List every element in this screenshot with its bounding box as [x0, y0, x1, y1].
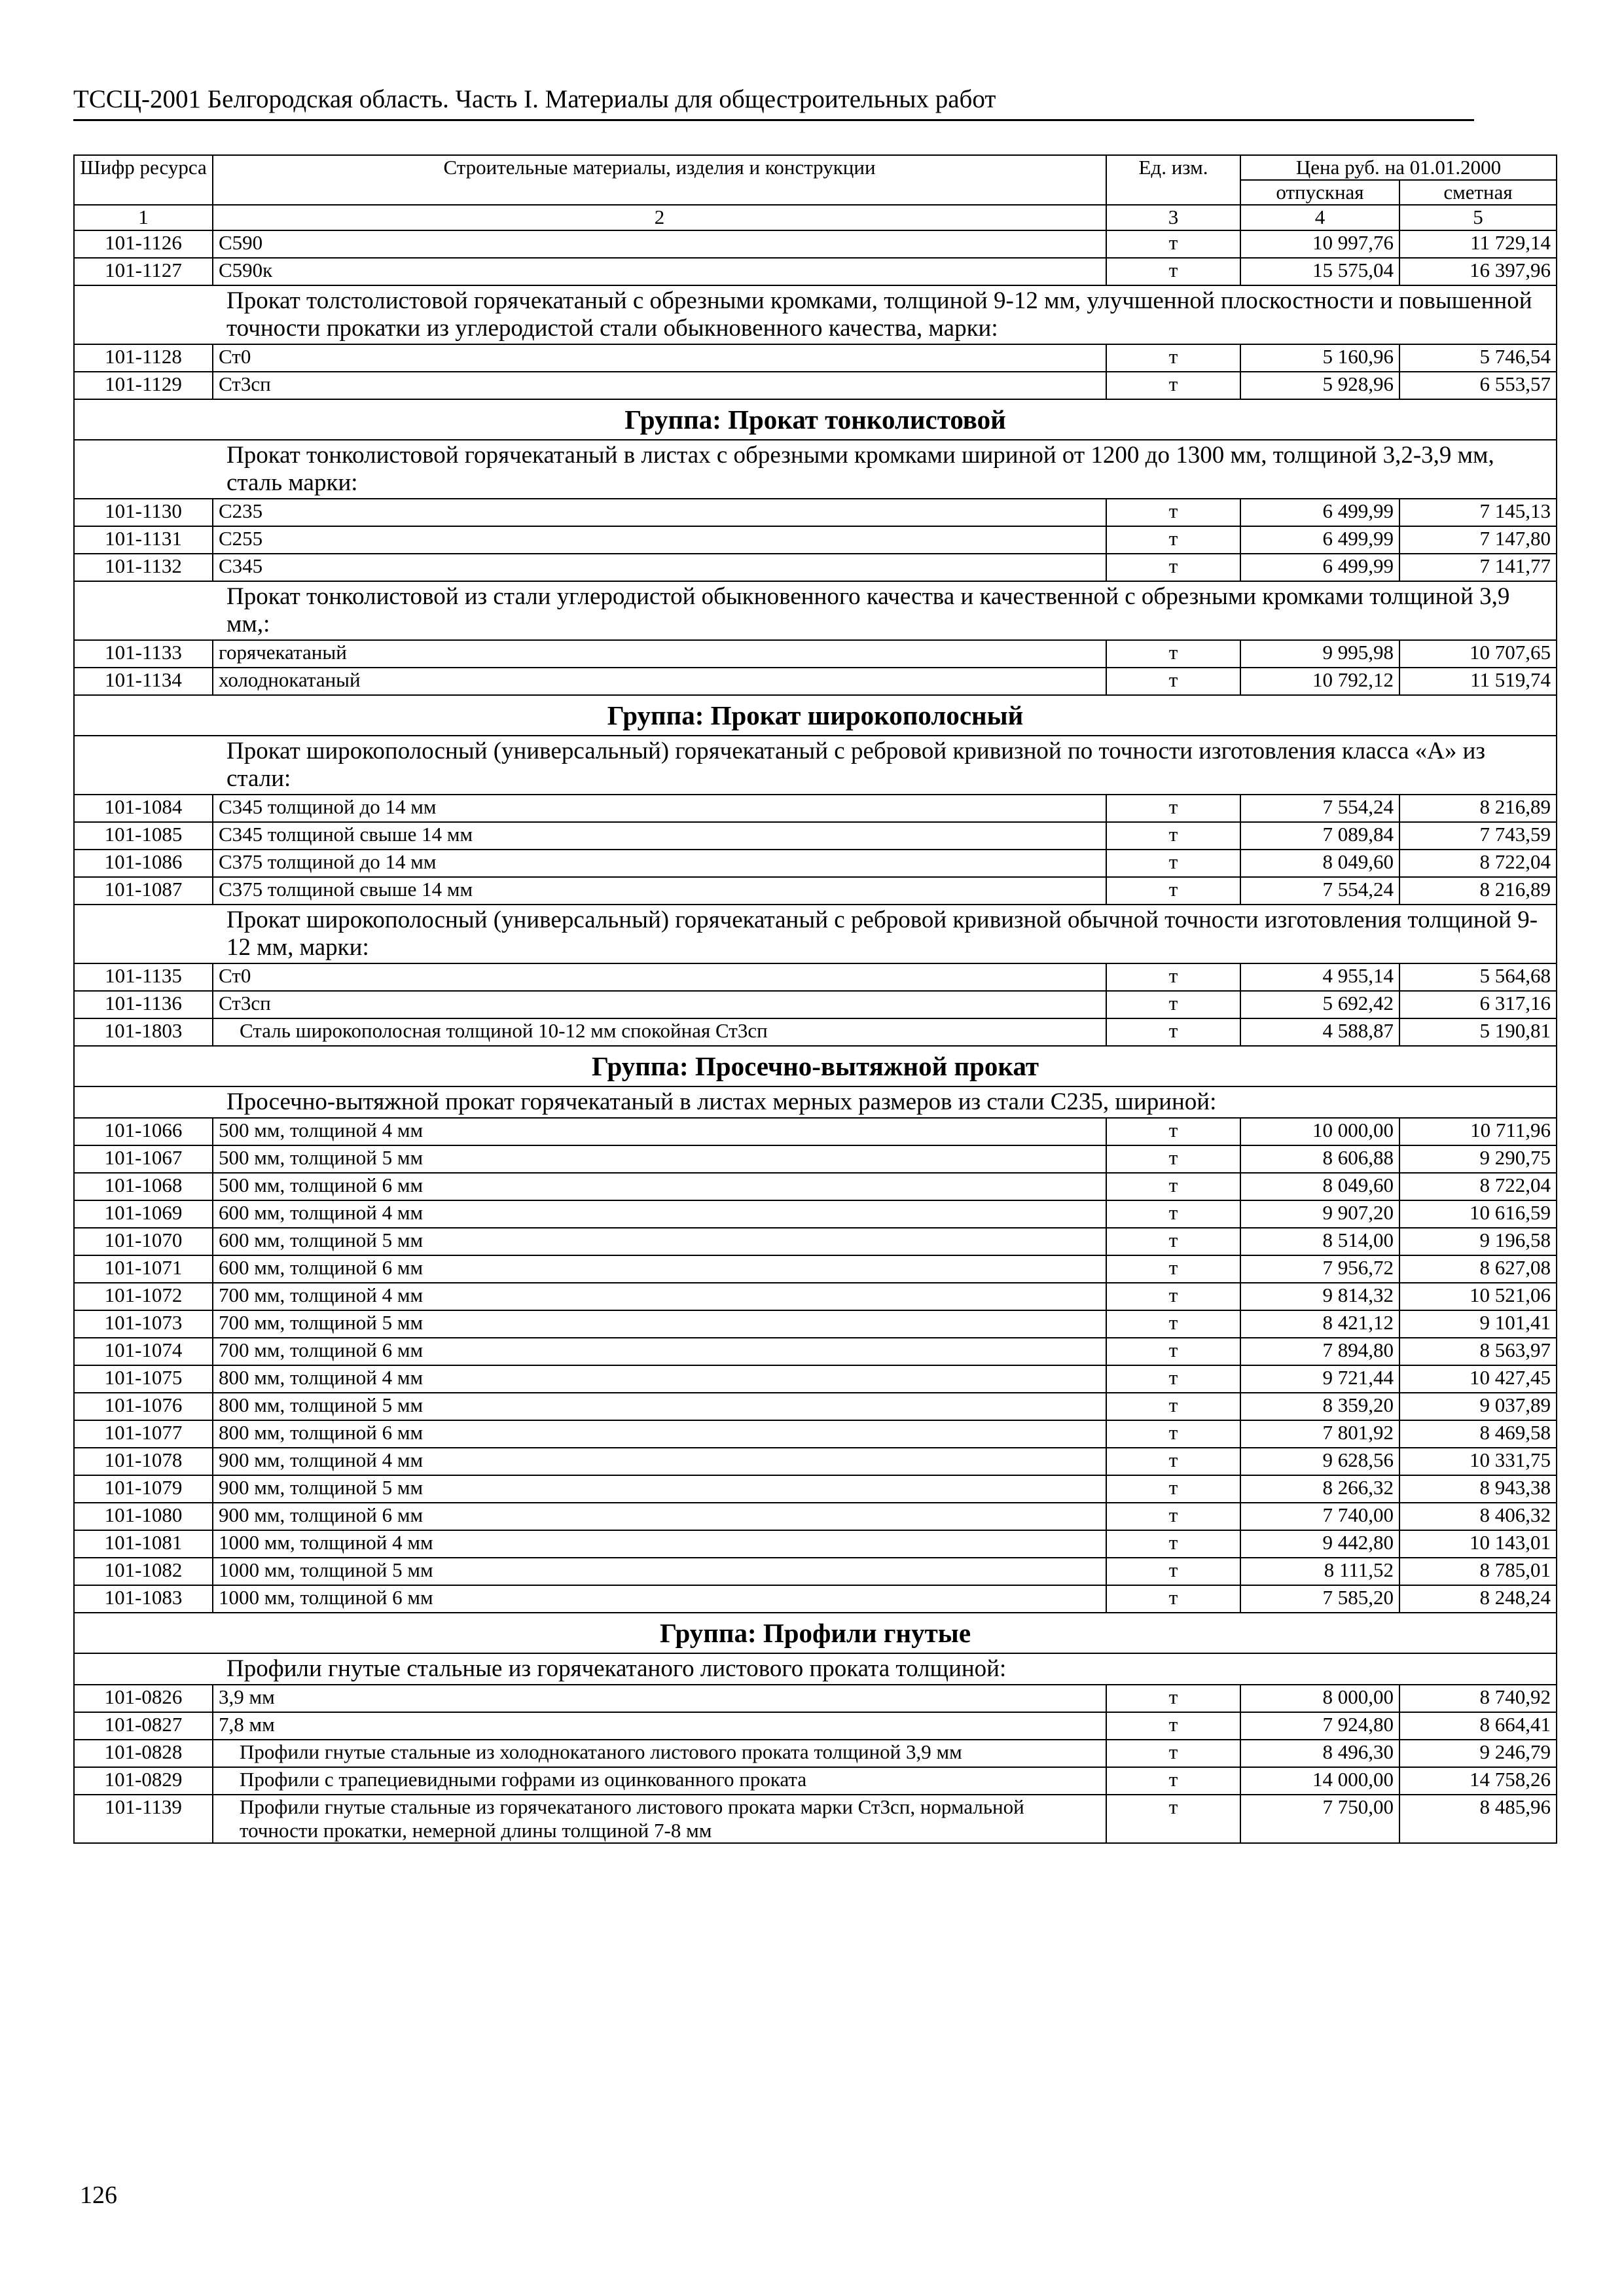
material-name: 900 мм, толщиной 4 мм [213, 1448, 1106, 1475]
unit-cell: т [1106, 1365, 1240, 1393]
unit-cell: т [1106, 1503, 1240, 1530]
table-row [74, 1310, 1557, 1338]
estimate-price: 8 785,01 [1399, 1558, 1557, 1585]
release-price: 8 266,32 [1240, 1475, 1399, 1503]
resource-code: 101-1133 [74, 640, 213, 668]
release-price: 9 907,20 [1240, 1200, 1399, 1228]
unit-cell: т [1106, 877, 1240, 905]
material-name: Ст3сп [213, 991, 1106, 1018]
unit-cell: т [1106, 850, 1240, 877]
estimate-price: 10 427,45 [1399, 1365, 1557, 1393]
table-row [74, 1283, 1557, 1310]
release-price: 8 421,12 [1240, 1310, 1399, 1338]
unit-cell: т [1106, 1173, 1240, 1200]
table-row [74, 1145, 1557, 1173]
release-price: 8 606,88 [1240, 1145, 1399, 1173]
unit-cell: т [1106, 344, 1240, 372]
estimate-price: 5 564,68 [1399, 963, 1557, 991]
resource-code: 101-1134 [74, 668, 213, 695]
resource-code: 101-1066 [74, 1118, 213, 1145]
estimate-price: 5 190,81 [1399, 1018, 1557, 1046]
unit-cell: т [1106, 640, 1240, 668]
unit-cell: т [1106, 991, 1240, 1018]
table-row [74, 1228, 1557, 1255]
estimate-price: 9 290,75 [1399, 1145, 1557, 1173]
material-name: Профили гнутые стальные из горячекатаного листового проката марки Ст3сп, нормальной точности прокатки, немерной длины толщиной 7-8 мм [213, 1795, 1106, 1843]
estimate-price: 8 248,24 [1399, 1585, 1557, 1613]
release-price: 7 956,72 [1240, 1255, 1399, 1283]
estimate-price: 10 331,75 [1399, 1448, 1557, 1475]
estimate-price: 8 943,38 [1399, 1475, 1557, 1503]
unit-cell: т [1106, 230, 1240, 258]
description-row [74, 285, 1557, 344]
unit-cell: т [1106, 1393, 1240, 1420]
material-name: холоднокатаный [213, 668, 1106, 695]
page-header: ТССЦ-2001 Белгородская область. Часть I. Материалы для общестроительных работ [73, 84, 1474, 121]
table-row [74, 1365, 1557, 1393]
unit-cell: т [1106, 1310, 1240, 1338]
unit-cell: т [1106, 1558, 1240, 1585]
description-row [74, 905, 1557, 963]
material-name: Ст3сп [213, 372, 1106, 399]
table-row [74, 795, 1557, 822]
unit-cell: т [1106, 1283, 1240, 1310]
estimate-price: 10 711,96 [1399, 1118, 1557, 1145]
resource-code: 101-1077 [74, 1420, 213, 1448]
resource-code: 101-1069 [74, 1200, 213, 1228]
material-name: С345 толщиной до 14 мм [213, 795, 1106, 822]
resource-code: 101-1072 [74, 1283, 213, 1310]
release-price: 7 750,00 [1240, 1795, 1399, 1843]
estimate-price: 8 469,58 [1399, 1420, 1557, 1448]
table-row [74, 1767, 1557, 1795]
material-name: 800 мм, толщиной 4 мм [213, 1365, 1106, 1393]
estimate-price: 8 740,92 [1399, 1685, 1557, 1712]
estimate-price: 7 147,80 [1399, 526, 1557, 554]
resource-code: 101-1130 [74, 499, 213, 526]
resource-code: 101-1074 [74, 1338, 213, 1365]
material-name: 1000 мм, толщиной 6 мм [213, 1585, 1106, 1613]
table-row [74, 526, 1557, 554]
unit-cell: т [1106, 1740, 1240, 1767]
table-row [74, 1503, 1557, 1530]
description-text: Прокат широкополосный (универсальный) горячекатаный с ребровой кривизной по точности изготовления класса «А» из стали: [74, 736, 1557, 795]
release-price: 7 740,00 [1240, 1503, 1399, 1530]
estimate-price: 7 743,59 [1399, 822, 1557, 850]
table-row [74, 640, 1557, 668]
col-header-code: Шифр ресурса [74, 155, 213, 205]
col-number: 2 [213, 205, 1106, 230]
estimate-price: 8 216,89 [1399, 877, 1557, 905]
estimate-price: 6 553,57 [1399, 372, 1557, 399]
description-text: Прокат тонколистовой из стали углеродистой обыкновенного качества и качественной с обрезными кромками толщиной 3,9 мм,: [74, 581, 1557, 640]
unit-cell: т [1106, 1448, 1240, 1475]
table-row [74, 1338, 1557, 1365]
table-row [74, 258, 1557, 285]
resource-code: 101-1085 [74, 822, 213, 850]
group-row [74, 695, 1557, 736]
material-name: 500 мм, толщиной 4 мм [213, 1118, 1106, 1145]
col-header-price: Цена руб. на 01.01.2000 [1240, 155, 1557, 180]
group-row [74, 1046, 1557, 1086]
description-text: Прокат толстолистовой горячекатаный с обрезными кромками, толщиной 9-12 мм, улучшенной плоскостности и повышенной точности прокатки из углеродистой стали обыкновенного качества, марки: [74, 285, 1557, 344]
table-row [74, 1530, 1557, 1558]
material-name: 1000 мм, толщиной 4 мм [213, 1530, 1106, 1558]
group-row [74, 1613, 1557, 1653]
estimate-price: 10 616,59 [1399, 1200, 1557, 1228]
release-price: 4 955,14 [1240, 963, 1399, 991]
estimate-price: 10 707,65 [1399, 640, 1557, 668]
description-text: Прокат широкополосный (универсальный) горячекатаный с ребровой кривизной обычной точности изготовления толщиной 9-12 мм, марки: [74, 905, 1557, 963]
release-price: 15 575,04 [1240, 258, 1399, 285]
material-name: 800 мм, толщиной 6 мм [213, 1420, 1106, 1448]
release-price: 5 928,96 [1240, 372, 1399, 399]
table-row [74, 668, 1557, 695]
release-price: 8 514,00 [1240, 1228, 1399, 1255]
release-price: 6 499,99 [1240, 526, 1399, 554]
table-row [74, 554, 1557, 581]
table-row [74, 963, 1557, 991]
release-price: 10 997,76 [1240, 230, 1399, 258]
group-title: Группа: Прокат тонколистовой [74, 399, 1557, 440]
description-row [74, 1086, 1557, 1118]
material-name: С255 [213, 526, 1106, 554]
unit-cell: т [1106, 1712, 1240, 1740]
col-number: 1 [74, 205, 213, 230]
material-name: 500 мм, толщиной 6 мм [213, 1173, 1106, 1200]
estimate-price: 10 143,01 [1399, 1530, 1557, 1558]
estimate-price: 8 722,04 [1399, 1173, 1557, 1200]
material-name: С235 [213, 499, 1106, 526]
resource-code: 101-1083 [74, 1585, 213, 1613]
unit-cell: т [1106, 963, 1240, 991]
resource-code: 101-1128 [74, 344, 213, 372]
unit-cell: т [1106, 1475, 1240, 1503]
estimate-price: 8 722,04 [1399, 850, 1557, 877]
release-price: 8 049,60 [1240, 1173, 1399, 1200]
unit-cell: т [1106, 1795, 1240, 1843]
unit-cell: т [1106, 1018, 1240, 1046]
table-row [74, 1585, 1557, 1613]
unit-cell: т [1106, 1767, 1240, 1795]
release-price: 6 499,99 [1240, 499, 1399, 526]
col-number: 4 [1240, 205, 1399, 230]
page-number: 126 [80, 2181, 117, 2209]
description-row [74, 581, 1557, 640]
material-name: Профили гнутые стальные из холоднокатаного листового проката толщиной 3,9 мм [213, 1740, 1106, 1767]
material-name: 600 мм, толщиной 6 мм [213, 1255, 1106, 1283]
release-price: 9 628,56 [1240, 1448, 1399, 1475]
release-price: 7 089,84 [1240, 822, 1399, 850]
material-name: С345 толщиной свыше 14 мм [213, 822, 1106, 850]
table-row [74, 991, 1557, 1018]
resource-code: 101-1068 [74, 1173, 213, 1200]
release-price: 7 554,24 [1240, 795, 1399, 822]
unit-cell: т [1106, 1255, 1240, 1283]
release-price: 9 995,98 [1240, 640, 1399, 668]
resource-code: 101-0827 [74, 1712, 213, 1740]
table-row [74, 822, 1557, 850]
unit-cell: т [1106, 1228, 1240, 1255]
estimate-price: 16 397,96 [1399, 258, 1557, 285]
material-name: 1000 мм, толщиной 5 мм [213, 1558, 1106, 1585]
estimate-price: 8 406,32 [1399, 1503, 1557, 1530]
resource-code: 101-1131 [74, 526, 213, 554]
resource-code: 101-0829 [74, 1767, 213, 1795]
resource-code: 101-1070 [74, 1228, 213, 1255]
estimate-price: 9 037,89 [1399, 1393, 1557, 1420]
unit-cell: т [1106, 1338, 1240, 1365]
group-title: Группа: Прокат широкополосный [74, 695, 1557, 736]
release-price: 8 111,52 [1240, 1558, 1399, 1585]
release-price: 14 000,00 [1240, 1767, 1399, 1795]
material-name: 7,8 мм [213, 1712, 1106, 1740]
resource-code: 101-1129 [74, 372, 213, 399]
release-price: 8 496,30 [1240, 1740, 1399, 1767]
col-header-unit: Ед. изм. [1106, 155, 1240, 205]
unit-cell: т [1106, 1530, 1240, 1558]
unit-cell: т [1106, 258, 1240, 285]
material-name: С345 [213, 554, 1106, 581]
col-number: 5 [1399, 205, 1557, 230]
description-text: Прокат тонколистовой горячекатаный в листах с обрезными кромками шириной от 1200 до 1300 мм, толщиной 3,2-3,9 мм, сталь марки: [74, 440, 1557, 499]
release-price: 7 801,92 [1240, 1420, 1399, 1448]
table-row [74, 1740, 1557, 1767]
material-name: горячекатаный [213, 640, 1106, 668]
estimate-price: 11 729,14 [1399, 230, 1557, 258]
col-number: 3 [1106, 205, 1240, 230]
release-price: 8 049,60 [1240, 850, 1399, 877]
release-price: 9 442,80 [1240, 1530, 1399, 1558]
material-name: 500 мм, толщиной 5 мм [213, 1145, 1106, 1173]
release-price: 10 000,00 [1240, 1118, 1399, 1145]
table-row [74, 1255, 1557, 1283]
estimate-price: 5 746,54 [1399, 344, 1557, 372]
material-name: Ст0 [213, 963, 1106, 991]
material-name: Профили с трапециевидными гофрами из оцинкованного проката [213, 1767, 1106, 1795]
material-name: 3,9 мм [213, 1685, 1106, 1712]
release-price: 5 160,96 [1240, 344, 1399, 372]
table-row [74, 1018, 1557, 1046]
description-text: Просечно-вытяжной прокат горячекатаный в листах мерных размеров из стали С235, шириной: [74, 1086, 1557, 1118]
estimate-price: 7 145,13 [1399, 499, 1557, 526]
unit-cell: т [1106, 822, 1240, 850]
estimate-price: 8 485,96 [1399, 1795, 1557, 1843]
resource-code: 101-1081 [74, 1530, 213, 1558]
unit-cell: т [1106, 526, 1240, 554]
estimate-price: 6 317,16 [1399, 991, 1557, 1018]
resource-code: 101-1135 [74, 963, 213, 991]
release-price: 9 814,32 [1240, 1283, 1399, 1310]
material-name: С590 [213, 230, 1106, 258]
description-text: Профили гнутые стальные из горячекатаного листового проката толщиной: [74, 1653, 1557, 1685]
release-price: 6 499,99 [1240, 554, 1399, 581]
group-row [74, 399, 1557, 440]
table-body [74, 230, 1557, 1843]
material-name: С375 толщиной до 14 мм [213, 850, 1106, 877]
material-name: 800 мм, толщиной 5 мм [213, 1393, 1106, 1420]
unit-cell: т [1106, 1200, 1240, 1228]
resource-code: 101-1126 [74, 230, 213, 258]
unit-cell: т [1106, 1420, 1240, 1448]
estimate-price: 8 563,97 [1399, 1338, 1557, 1365]
resource-code: 101-1139 [74, 1795, 213, 1843]
release-price: 7 554,24 [1240, 877, 1399, 905]
table-row [74, 1795, 1557, 1843]
unit-cell: т [1106, 668, 1240, 695]
estimate-price: 7 141,77 [1399, 554, 1557, 581]
resource-code: 101-1136 [74, 991, 213, 1018]
table-row [74, 344, 1557, 372]
material-name: 700 мм, толщиной 6 мм [213, 1338, 1106, 1365]
resource-code: 101-1071 [74, 1255, 213, 1283]
description-row [74, 1653, 1557, 1685]
price-table [73, 154, 1557, 1844]
material-name: 900 мм, толщиной 5 мм [213, 1475, 1106, 1503]
material-name: 600 мм, толщиной 5 мм [213, 1228, 1106, 1255]
table-row [74, 1200, 1557, 1228]
unit-cell: т [1106, 795, 1240, 822]
table-row [74, 1558, 1557, 1585]
resource-code: 101-1073 [74, 1310, 213, 1338]
col-header-release: отпускная [1240, 180, 1399, 205]
unit-cell: т [1106, 1685, 1240, 1712]
resource-code: 101-0828 [74, 1740, 213, 1767]
release-price: 5 692,42 [1240, 991, 1399, 1018]
group-title: Группа: Просечно-вытяжной прокат [74, 1046, 1557, 1086]
estimate-price: 11 519,74 [1399, 668, 1557, 695]
resource-code: 101-1075 [74, 1365, 213, 1393]
table-row [74, 850, 1557, 877]
table-row [74, 1712, 1557, 1740]
material-name: 600 мм, толщиной 4 мм [213, 1200, 1106, 1228]
description-row [74, 736, 1557, 795]
unit-cell: т [1106, 372, 1240, 399]
table-row [74, 372, 1557, 399]
table-row [74, 1475, 1557, 1503]
resource-code: 101-1082 [74, 1558, 213, 1585]
release-price: 8 359,20 [1240, 1393, 1399, 1420]
material-name: Ст0 [213, 344, 1106, 372]
material-name: Сталь широкополосная толщиной 10-12 мм спокойная Ст3сп [213, 1018, 1106, 1046]
estimate-price: 10 521,06 [1399, 1283, 1557, 1310]
table-row [74, 1393, 1557, 1420]
unit-cell: т [1106, 1118, 1240, 1145]
resource-code: 101-1080 [74, 1503, 213, 1530]
table-row [74, 1420, 1557, 1448]
col-header-name: Строительные материалы, изделия и конструкции [213, 155, 1106, 205]
estimate-price: 9 101,41 [1399, 1310, 1557, 1338]
estimate-price: 9 196,58 [1399, 1228, 1557, 1255]
material-name: 700 мм, толщиной 4 мм [213, 1283, 1106, 1310]
estimate-price: 9 246,79 [1399, 1740, 1557, 1767]
table-row [74, 499, 1557, 526]
table-row [74, 877, 1557, 905]
estimate-price: 8 216,89 [1399, 795, 1557, 822]
material-name: С375 толщиной свыше 14 мм [213, 877, 1106, 905]
resource-code: 101-1087 [74, 877, 213, 905]
estimate-price: 8 627,08 [1399, 1255, 1557, 1283]
resource-code: 101-1076 [74, 1393, 213, 1420]
resource-code: 101-1078 [74, 1448, 213, 1475]
release-price: 7 585,20 [1240, 1585, 1399, 1613]
resource-code: 101-1086 [74, 850, 213, 877]
resource-code: 101-1084 [74, 795, 213, 822]
release-price: 10 792,12 [1240, 668, 1399, 695]
table-row [74, 1448, 1557, 1475]
group-title: Группа: Профили гнутые [74, 1613, 1557, 1653]
material-name: С590к [213, 258, 1106, 285]
resource-code: 101-1132 [74, 554, 213, 581]
unit-cell: т [1106, 554, 1240, 581]
estimate-price: 14 758,26 [1399, 1767, 1557, 1795]
unit-cell: т [1106, 499, 1240, 526]
unit-cell: т [1106, 1145, 1240, 1173]
table-row [74, 1118, 1557, 1145]
release-price: 4 588,87 [1240, 1018, 1399, 1046]
resource-code: 101-1067 [74, 1145, 213, 1173]
unit-cell: т [1106, 1585, 1240, 1613]
release-price: 9 721,44 [1240, 1365, 1399, 1393]
resource-code: 101-1127 [74, 258, 213, 285]
col-header-estimate: сметная [1399, 180, 1557, 205]
description-row [74, 440, 1557, 499]
table-row [74, 230, 1557, 258]
table-row [74, 1685, 1557, 1712]
resource-code: 101-0826 [74, 1685, 213, 1712]
release-price: 8 000,00 [1240, 1685, 1399, 1712]
release-price: 7 894,80 [1240, 1338, 1399, 1365]
material-name: 700 мм, толщиной 5 мм [213, 1310, 1106, 1338]
table-row [74, 1173, 1557, 1200]
resource-code: 101-1803 [74, 1018, 213, 1046]
estimate-price: 8 664,41 [1399, 1712, 1557, 1740]
material-name: 900 мм, толщиной 6 мм [213, 1503, 1106, 1530]
resource-code: 101-1079 [74, 1475, 213, 1503]
release-price: 7 924,80 [1240, 1712, 1399, 1740]
